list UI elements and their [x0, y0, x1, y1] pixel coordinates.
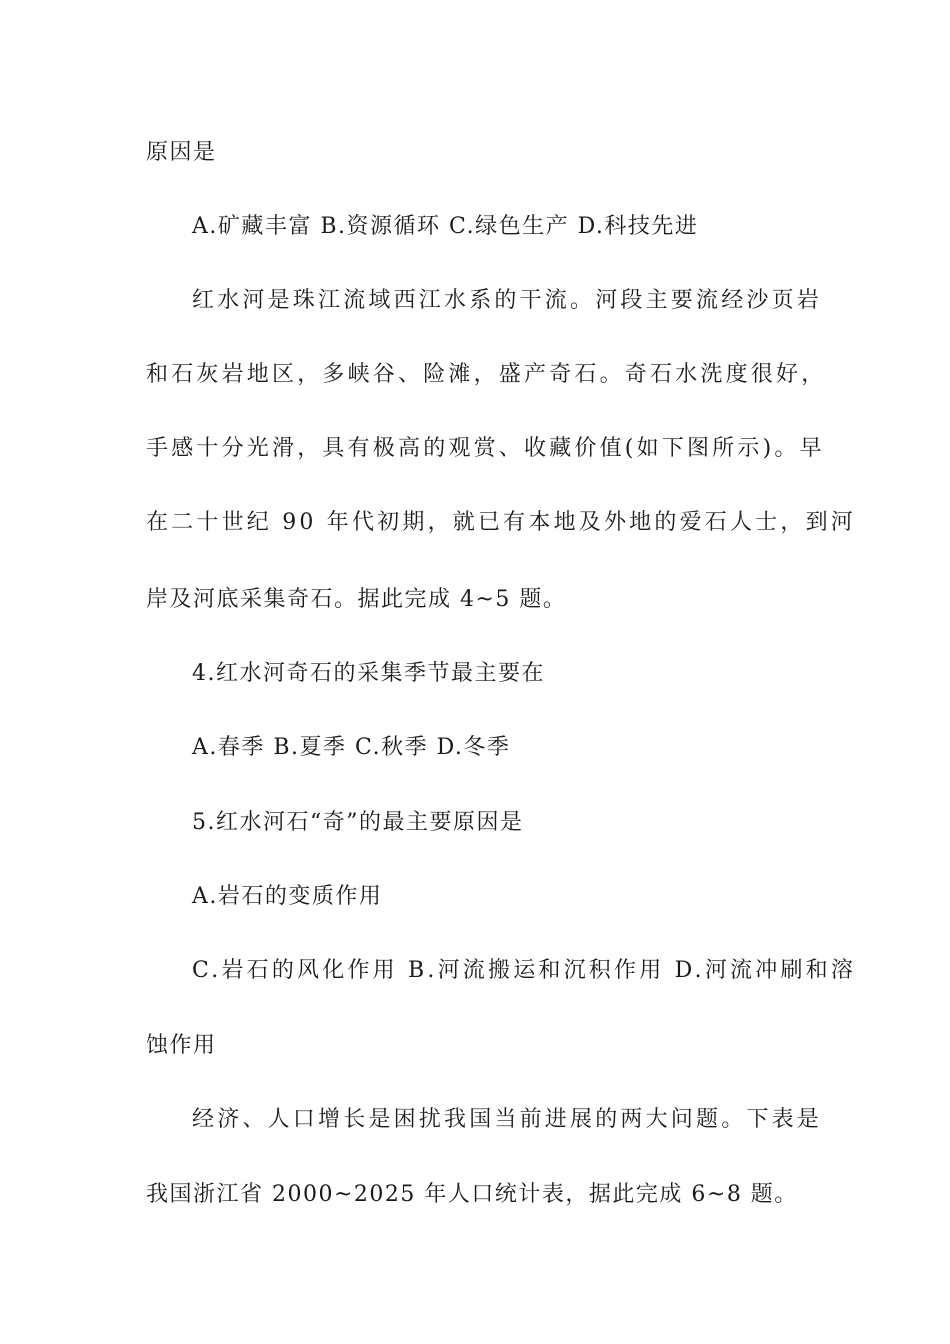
- text-line-14: 经济、人口增长是困扰我国当前进展的两大问题。下表是: [192, 1107, 823, 1132]
- text-line-11: A.岩石的变质作用: [192, 884, 383, 909]
- text-line-6: 在二十世纪 90 年代初期，就已有本地及外地的爱石人士，到河: [146, 510, 856, 535]
- text-line-12: C.岩石的风化作用 B.河流搬运和沉积作用 D.河流冲刷和溶: [192, 958, 857, 983]
- text-line-1: 原因是: [146, 140, 217, 165]
- text-line-2: A.矿藏丰富 B.资源循环 C.绿色生产 D.科技先进: [192, 214, 699, 239]
- text-line-5: 手感十分光滑，具有极高的观赏、收藏价值(如下图所示)。早: [146, 436, 825, 461]
- text-line-10: 5.红水河石“奇”的最主要原因是: [192, 810, 524, 835]
- text-line-8: 4.红水河奇石的采集季节最主要在: [192, 661, 545, 686]
- text-line-3: 红水河是珠江流域西江水系的干流。河段主要流经沙页岩: [192, 288, 823, 313]
- text-line-13: 蚀作用: [146, 1033, 217, 1058]
- text-line-7: 岸及河底采集奇石。据此完成 4~5 题。: [146, 587, 567, 612]
- text-line-15: 我国浙江省 2000~2025 年人口统计表，据此完成 6~8 题。: [146, 1182, 798, 1207]
- text-line-9: A.春季 B.夏季 C.秋季 D.冬季: [192, 735, 511, 760]
- text-line-4: 和石灰岩地区，多峡谷、险滩，盛产奇石。奇石水洗度很好，: [146, 362, 827, 387]
